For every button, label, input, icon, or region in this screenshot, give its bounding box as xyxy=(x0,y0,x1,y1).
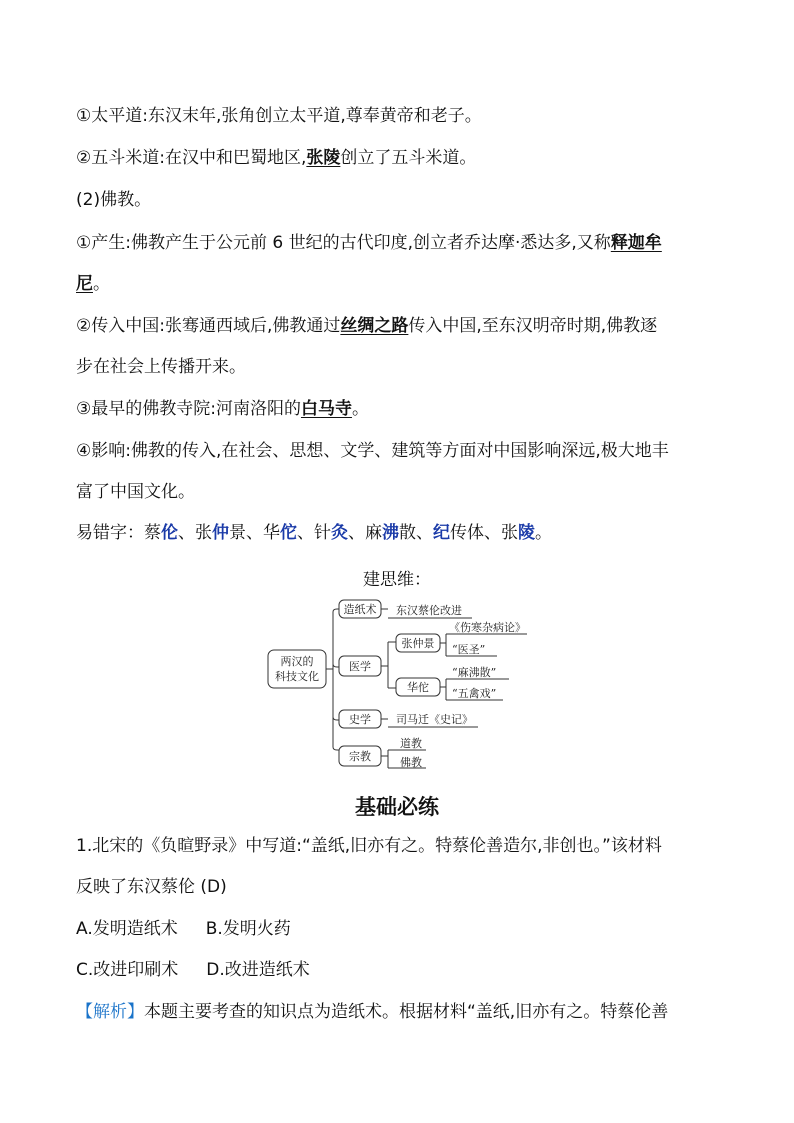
text: 传入中国,至东汉明帝时期,佛教逐 xyxy=(408,316,658,336)
paper-label: 造纸术 xyxy=(343,603,377,616)
analysis xyxy=(76,1002,668,1022)
text: 张 xyxy=(501,523,518,543)
history-leaf: 司马迁《史记》 xyxy=(396,713,473,726)
sep: 、 xyxy=(246,523,263,543)
keyword-zhangling: 张陵 xyxy=(306,148,341,168)
keyword-ni: 尼 xyxy=(76,274,93,294)
typo-label: 易错字： xyxy=(76,523,144,543)
mindmap-heading: 建思维： xyxy=(363,570,431,590)
section-title: 基础必练 xyxy=(355,795,439,819)
options-row-1 xyxy=(76,919,291,939)
text: 景 xyxy=(229,523,246,543)
text: ③最早的佛教寺院:河南洛阳的 xyxy=(76,399,301,419)
typo-char: 伦 xyxy=(161,523,178,543)
line-wudoumi xyxy=(76,148,476,168)
text: 传体 xyxy=(450,523,484,543)
religion-label: 宗教 xyxy=(349,750,371,763)
analysis-tag: 【解析】 xyxy=(76,1002,144,1022)
religion-leaf-2: 佛教 xyxy=(400,756,422,769)
mindmap-diagram xyxy=(0,590,794,780)
sep: 、 xyxy=(484,523,501,543)
question-1-cont: 反映了东汉蔡伦 (D) xyxy=(76,877,227,897)
option-b: B.发明火药 xyxy=(205,919,291,939)
typo-char: 佗 xyxy=(280,523,297,543)
text: ①产生:佛教产生于公元前 6 世纪的古代印度,创立者乔达摩·悉达多,又称 xyxy=(76,233,611,253)
text: 。 xyxy=(93,274,110,294)
keyword-baimasi: 白马寺 xyxy=(300,399,352,419)
typo-char: 纪 xyxy=(433,523,450,543)
line-origin xyxy=(76,233,662,253)
typo-char: 灸 xyxy=(331,523,348,543)
line-temple xyxy=(76,399,369,419)
sep: 、 xyxy=(416,523,433,543)
option-d: D.改进造纸术 xyxy=(206,960,310,980)
text: 针 xyxy=(314,523,331,543)
options-row-2 xyxy=(76,960,310,980)
text: 蔡 xyxy=(144,523,161,543)
text: 。 xyxy=(351,399,369,419)
line-buddhism-heading: (2)佛教。 xyxy=(76,190,152,210)
trunk-connector xyxy=(326,612,333,747)
sep: 、 xyxy=(178,523,195,543)
line-influence-cont: 富了中国文化。 xyxy=(76,482,195,502)
text: 华 xyxy=(263,523,280,543)
hua-label: 华佗 xyxy=(407,681,429,694)
hua-leaf-2: “五禽戏” xyxy=(452,687,497,700)
text: 。 xyxy=(535,523,552,543)
medicine-label: 医学 xyxy=(349,660,371,673)
question-1: 1.北宋的《负暄野录》中写道:“盖纸,旧亦有之。特蔡伦善造尔,非创也。”该材料 xyxy=(76,836,662,856)
zhang-leaf-2: “医圣” xyxy=(452,643,486,656)
sep: 、 xyxy=(348,523,365,543)
hua-leaf-1: “麻沸散” xyxy=(452,666,497,679)
line-influence: ④影响:佛教的传入,在社会、思想、文学、建筑等方面对中国影响深远,极大地丰 xyxy=(76,441,669,461)
line-introduction xyxy=(76,316,657,336)
option-c: C.改进印刷术 xyxy=(76,960,179,980)
line-origin-cont xyxy=(76,274,110,294)
text: 张 xyxy=(195,523,212,543)
typo-char: 仲 xyxy=(212,523,229,543)
religion-leaf-1: 道教 xyxy=(400,737,422,750)
analysis-text: 本题主要考查的知识点为造纸术。根据材料“盖纸,旧亦有之。特蔡伦善 xyxy=(144,1002,669,1022)
text: 麻 xyxy=(365,523,382,543)
typo-char: 陵 xyxy=(518,523,535,543)
keyword-silk-road: 丝绸之路 xyxy=(340,316,409,336)
typo-line xyxy=(76,523,552,543)
line-taiping: ①太平道:东汉末年,张角创立太平道,尊奉黄帝和老子。 xyxy=(76,106,482,126)
typo-char: 沸 xyxy=(382,523,399,543)
history-label: 史学 xyxy=(349,713,371,726)
text: ②传入中国:张骞通西域后,佛教通过 xyxy=(76,316,341,336)
root-label-1: 两汉的 xyxy=(280,655,314,668)
keyword-shijiamouni: 释迦牟 xyxy=(610,233,662,253)
option-a: A.发明造纸术 xyxy=(76,919,178,939)
text: 创立了五斗米道。 xyxy=(340,148,477,168)
zhang-label: 张仲景 xyxy=(401,637,435,650)
zhang-leaf-1: 《伤寒杂病论》 xyxy=(449,621,526,634)
paper-leaf: 东汉蔡伦改进 xyxy=(396,604,462,617)
line-introduction-cont: 步在社会上传播开来。 xyxy=(76,357,246,377)
root-label-2: 科技文化 xyxy=(275,670,319,683)
text: ②五斗米道:在汉中和巴蜀地区, xyxy=(76,148,307,168)
text: 散 xyxy=(399,523,416,543)
sep: 、 xyxy=(297,523,314,543)
